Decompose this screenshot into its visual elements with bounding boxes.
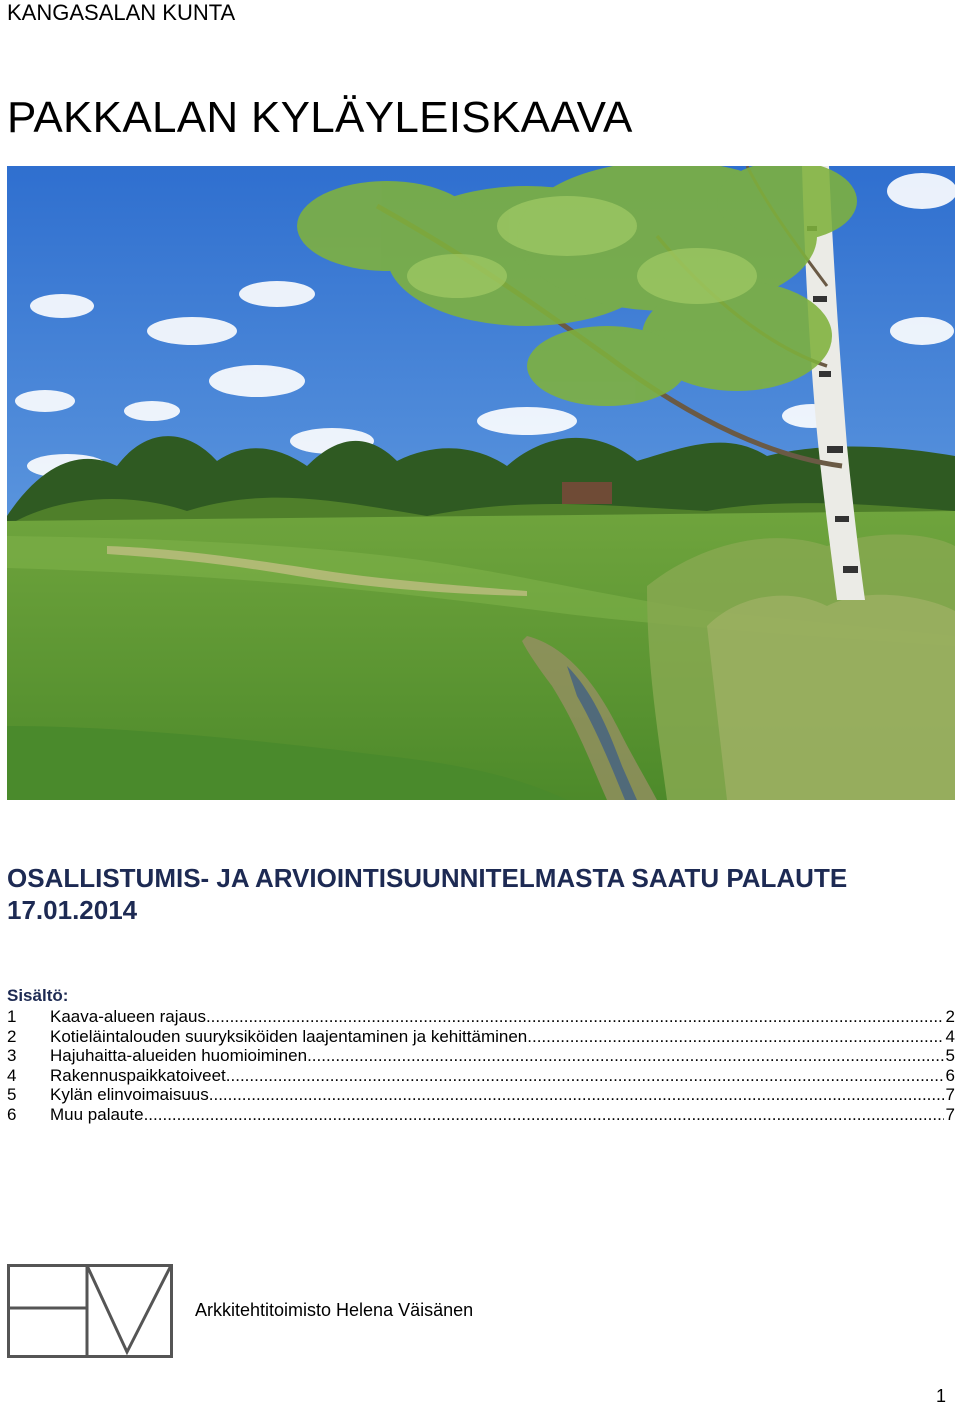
subtitle-date: 17.01.2014: [7, 895, 138, 925]
organization-name: KANGASALAN KUNTA: [7, 0, 236, 25]
toc-item-label: Kaava-alueen rajaus: [50, 1007, 206, 1026]
toc-dot-leader: [209, 1085, 944, 1105]
toc-item-2[interactable]: [7, 1027, 955, 1047]
toc-dot-leader: [226, 1066, 944, 1086]
toc-dot-leader: [307, 1046, 943, 1066]
toc-item-number: 4: [7, 1065, 17, 1085]
toc-item-label: Kylän elinvoimaisuus: [50, 1085, 209, 1104]
toc-item-number: 2: [7, 1026, 17, 1046]
toc-item-page: 6: [945, 1065, 955, 1085]
toc-item-number: 6: [7, 1104, 17, 1124]
toc-item-number: 1: [7, 1007, 17, 1026]
toc-item-page: 7: [945, 1085, 955, 1104]
toc-item-label: Hajuhaitta-alueiden huomioiminen: [50, 1046, 308, 1065]
toc-item-3[interactable]: [7, 1046, 955, 1066]
toc-dot-leader: [206, 1007, 944, 1027]
toc-item-page: 7: [945, 1104, 955, 1124]
toc-item-label: Rakennuspaikkatoiveet: [50, 1065, 226, 1085]
toc-item-page: 4: [945, 1026, 955, 1046]
toc-item-label: Kotieläintalouden suuryksiköiden laajentaminen ja kehittäminen: [50, 1026, 528, 1046]
toc-item-page: 5: [945, 1046, 955, 1065]
toc-item-label: Muu palaute: [50, 1104, 144, 1124]
office-name: Arkkitehtitoimisto Helena Väisänen: [195, 1300, 474, 1320]
toc-item-number: 3: [7, 1046, 17, 1065]
toc-dot-leader: [527, 1027, 943, 1047]
table-of-contents: [7, 1007, 955, 1124]
toc-dot-leader: [144, 1105, 944, 1125]
toc-item-4[interactable]: [7, 1066, 955, 1086]
document-subtitle: [7, 862, 847, 926]
toc-item-number: 5: [7, 1085, 17, 1104]
toc-item-6[interactable]: [7, 1105, 955, 1125]
toc-item-5[interactable]: [7, 1085, 955, 1105]
toc-item-page: 2: [945, 1007, 955, 1026]
cover-photo: [7, 166, 955, 800]
toc-heading: Sisältö:: [7, 986, 69, 1005]
document-title: PAKKALAN KYLÄYLEISKAAVA: [7, 93, 633, 142]
subtitle-heading: OSALLISTUMIS- JA ARVIOINTISUUNNITELMASTA SAATU PALAUTE: [7, 863, 848, 893]
toc-item-1[interactable]: [7, 1007, 955, 1027]
office-logo-icon: [7, 1264, 173, 1358]
page-number: 1: [935, 1386, 946, 1406]
